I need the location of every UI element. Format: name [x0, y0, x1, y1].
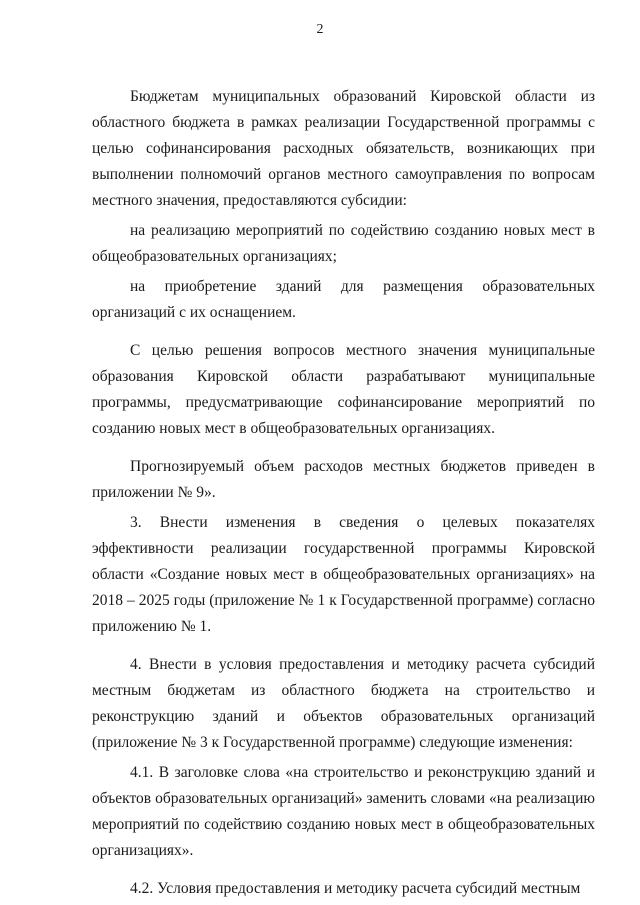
paragraph-subsidy-buildings: на приобретение зданий для размещения образовательных организаций с их оснащением.: [92, 278, 595, 321]
paragraph-subsidies-intro: Бюджетам муниципальных образований Кировской области из областного бюджета в рамках реализации Государственной программы с целью софинансирования расходных обязательств, возникающих при выполнении полномочий органов местного самоуправления по вопросам местного значения, предоставляются субсидии:: [92, 88, 595, 209]
document-body: [92, 84, 595, 902]
paragraph-municipal-programs: С целью решения вопросов местного значения муниципальные образования Кировской области разрабатывают муниципальные программы, предусматривающие софинансирование мероприятий по созданию новых мест в общеобразовательных организациях.: [92, 342, 595, 437]
paragraph-item-4-1: 4.1. В заголовке слова «на строительство и реконструкцию зданий и объектов образовательных организаций» заменить словами «на реализацию мероприятий по содействию созданию новых мест в общеобразовательных организациях».: [92, 764, 595, 859]
paragraph-item-3: 3. Внести изменения в сведения о целевых показателях эффективности реализации государственной программы Кировской области «Создание новых мест в общеобразовательных организациях» на 2018 – 2025 годы (приложение № 1 к Государственной программе) согласно приложению № 1.: [92, 514, 595, 635]
paragraph-item-4: 4. Внести в условия предоставления и методику расчета субсидий местным бюджетам из областного бюджета на строительство и реконструкцию зданий и объектов образовательных организаций (приложение № 3 к Государственной программе) следующие изменения:: [92, 656, 595, 751]
paragraph-forecast-expenses: Прогнозируемый объем расходов местных бюджетов приведен в приложении № 9».: [92, 458, 595, 501]
paragraph-subsidy-new-places: на реализацию мероприятий по содействию созданию новых мест в общеобразовательных организациях;: [92, 222, 595, 265]
paragraph-item-4-2: 4.2. Условия предоставления и методику расчета субсидий местным: [130, 880, 581, 897]
page-number: 2: [316, 22, 324, 37]
